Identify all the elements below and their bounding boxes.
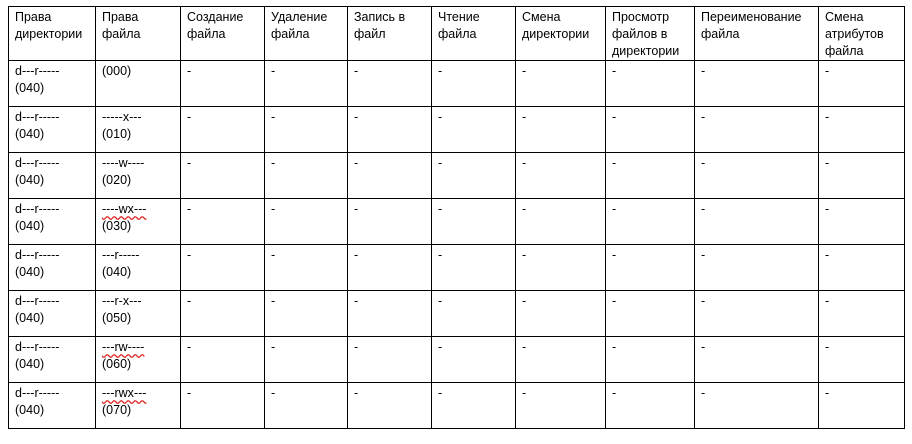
table-row <box>9 153 905 199</box>
file-permission-octal: (030) <box>102 219 132 233</box>
dir-permission-string: d---r----- <box>15 64 60 78</box>
header-write-file: Запись в файл <box>348 7 432 61</box>
result-cell: - <box>695 61 819 107</box>
result-cell: - <box>695 245 819 291</box>
result-cell: - <box>819 199 905 245</box>
file-permission-cell <box>96 61 181 107</box>
header-file-permissions: Права файла <box>96 7 181 61</box>
header-delete-file: Удаление файла <box>265 7 348 61</box>
result-cell: - <box>606 199 695 245</box>
dir-permission-octal: (040) <box>15 265 45 279</box>
dir-permission-octal: (040) <box>15 403 45 417</box>
dir-permission-string: d---r----- <box>15 110 60 124</box>
result-cell: - <box>181 153 265 199</box>
file-permission-string: -----x--- <box>102 110 142 124</box>
table-row <box>9 337 905 383</box>
result-cell: - <box>432 153 516 199</box>
result-cell: - <box>606 61 695 107</box>
result-cell: - <box>265 383 348 429</box>
dir-permission-cell <box>9 199 96 245</box>
result-cell: - <box>181 199 265 245</box>
file-permission-string: ---rwx--- <box>102 386 147 400</box>
file-permission-cell <box>96 383 181 429</box>
dir-permission-cell <box>9 245 96 291</box>
file-permission-string: (000) <box>102 64 132 78</box>
result-cell: - <box>819 245 905 291</box>
result-cell: - <box>348 153 432 199</box>
dir-permission-string: d---r----- <box>15 156 60 170</box>
result-cell: - <box>348 245 432 291</box>
result-cell: - <box>819 153 905 199</box>
result-cell: - <box>695 107 819 153</box>
result-cell: - <box>432 245 516 291</box>
file-permission-octal: (040) <box>102 265 132 279</box>
result-cell: - <box>695 383 819 429</box>
result-cell: - <box>516 107 606 153</box>
header-change-directory: Смена директории <box>516 7 606 61</box>
result-cell: - <box>432 61 516 107</box>
result-cell: - <box>819 383 905 429</box>
dir-permission-octal: (040) <box>15 219 45 233</box>
table-row <box>9 199 905 245</box>
result-cell: - <box>819 337 905 383</box>
result-cell: - <box>348 383 432 429</box>
dir-permission-cell <box>9 153 96 199</box>
table-row <box>9 107 905 153</box>
table-row <box>9 383 905 429</box>
file-permission-cell <box>96 107 181 153</box>
result-cell: - <box>606 153 695 199</box>
result-cell: - <box>265 337 348 383</box>
dir-permission-string: d---r----- <box>15 202 60 216</box>
file-permission-string: ----wx--- <box>102 202 147 216</box>
dir-permission-cell <box>9 107 96 153</box>
dir-permission-string: d---r----- <box>15 386 60 400</box>
dir-permission-octal: (040) <box>15 173 45 187</box>
result-cell: - <box>265 153 348 199</box>
file-permission-cell <box>96 245 181 291</box>
file-permission-cell <box>96 199 181 245</box>
result-cell: - <box>348 61 432 107</box>
result-cell: - <box>265 291 348 337</box>
result-cell: - <box>516 383 606 429</box>
file-permission-octal: (060) <box>102 357 132 371</box>
result-cell: - <box>348 199 432 245</box>
dir-permission-cell <box>9 61 96 107</box>
result-cell: - <box>695 291 819 337</box>
result-cell: - <box>181 245 265 291</box>
result-cell: - <box>432 107 516 153</box>
result-cell: - <box>265 61 348 107</box>
dir-permission-octal: (040) <box>15 357 45 371</box>
result-cell: - <box>695 153 819 199</box>
result-cell: - <box>606 337 695 383</box>
header-change-attributes: Смена атрибутов файла <box>819 7 905 61</box>
header-create-file: Создание файла <box>181 7 265 61</box>
header-row <box>9 7 905 61</box>
file-permission-octal: (020) <box>102 173 132 187</box>
dir-permission-octal: (040) <box>15 81 45 95</box>
header-dir-permissions: Права директории <box>9 7 96 61</box>
result-cell: - <box>181 61 265 107</box>
result-cell: - <box>819 61 905 107</box>
dir-permission-cell <box>9 291 96 337</box>
table-row <box>9 291 905 337</box>
table-row <box>9 245 905 291</box>
result-cell: - <box>265 245 348 291</box>
dir-permission-string: d---r----- <box>15 248 60 262</box>
dir-permission-string: d---r----- <box>15 340 60 354</box>
result-cell: - <box>819 107 905 153</box>
result-cell: - <box>181 383 265 429</box>
header-rename-file: Переименование файла <box>695 7 819 61</box>
result-cell: - <box>265 199 348 245</box>
file-permission-cell <box>96 291 181 337</box>
file-permission-string: ---r----- <box>102 248 140 262</box>
file-permission-octal: (010) <box>102 127 132 141</box>
result-cell: - <box>516 61 606 107</box>
result-cell: - <box>432 291 516 337</box>
result-cell: - <box>516 199 606 245</box>
dir-permission-string: d---r----- <box>15 294 60 308</box>
result-cell: - <box>516 245 606 291</box>
result-cell: - <box>432 383 516 429</box>
file-permission-cell <box>96 337 181 383</box>
file-permission-octal: (050) <box>102 311 132 325</box>
result-cell: - <box>606 383 695 429</box>
result-cell: - <box>181 291 265 337</box>
result-cell: - <box>432 337 516 383</box>
dir-permission-octal: (040) <box>15 311 45 325</box>
file-permission-octal: (070) <box>102 403 132 417</box>
result-cell: - <box>516 291 606 337</box>
result-cell: - <box>695 337 819 383</box>
dir-permission-cell <box>9 337 96 383</box>
result-cell: - <box>606 291 695 337</box>
dir-permission-cell <box>9 383 96 429</box>
header-list-directory: Просмотр файлов в директории <box>606 7 695 61</box>
dir-permission-octal: (040) <box>15 127 45 141</box>
result-cell: - <box>516 153 606 199</box>
result-cell: - <box>348 291 432 337</box>
table-row <box>9 61 905 107</box>
result-cell: - <box>516 337 606 383</box>
file-permission-string: ---r-x--- <box>102 294 142 308</box>
file-permission-string: ----w---- <box>102 156 145 170</box>
table-body <box>9 61 905 429</box>
result-cell: - <box>819 291 905 337</box>
header-read-file: Чтение файла <box>432 7 516 61</box>
file-permission-string: ---rw---- <box>102 340 145 354</box>
permissions-table <box>8 6 905 429</box>
result-cell: - <box>181 107 265 153</box>
result-cell: - <box>606 107 695 153</box>
result-cell: - <box>432 199 516 245</box>
result-cell: - <box>606 245 695 291</box>
result-cell: - <box>695 199 819 245</box>
result-cell: - <box>181 337 265 383</box>
result-cell: - <box>348 337 432 383</box>
file-permission-cell <box>96 153 181 199</box>
result-cell: - <box>348 107 432 153</box>
result-cell: - <box>265 107 348 153</box>
